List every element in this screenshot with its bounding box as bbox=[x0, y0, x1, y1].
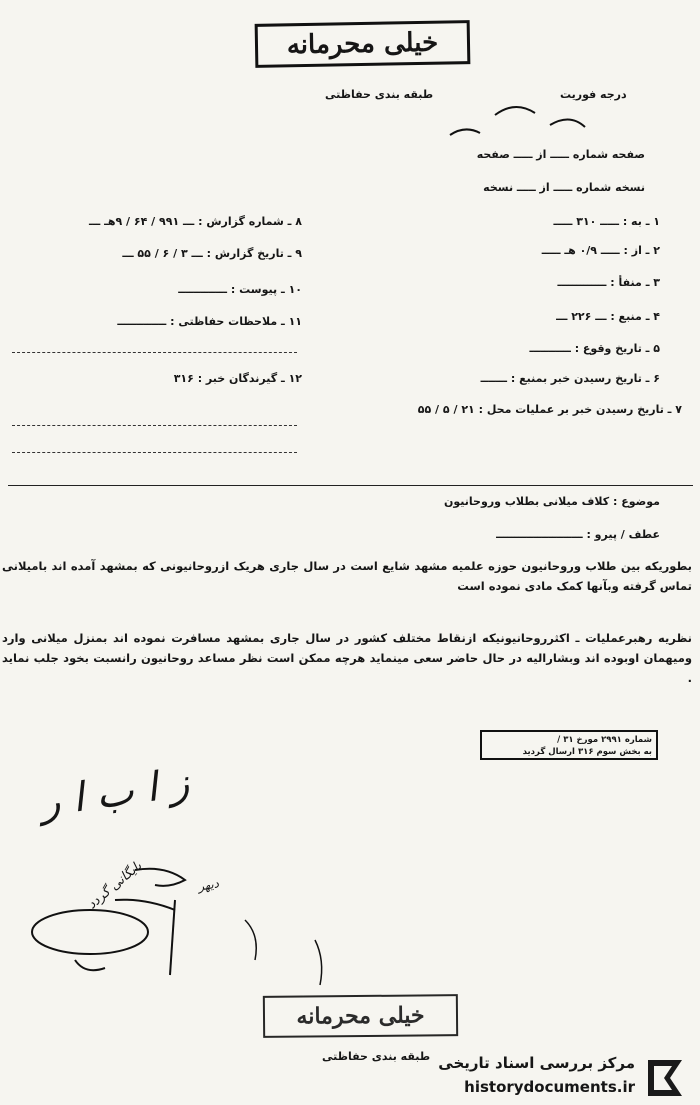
field-to bbox=[554, 215, 660, 228]
divider-dashed bbox=[12, 425, 297, 426]
field-to-value: ـــــ ۳۱۰ ـــــ bbox=[553, 215, 619, 228]
subject-value: کلاف میلانی بطلاب وروحانیون bbox=[444, 495, 610, 508]
field-from-label: ۲ ـ از : bbox=[623, 244, 660, 257]
handwritten-note-2: دیهر bbox=[196, 876, 220, 894]
divider-dashed bbox=[12, 452, 297, 453]
field-report-date-label: ۹ ـ تاریخ گزارش : bbox=[206, 247, 302, 260]
field-event-date-label: ۵ ـ تاریخ وقوع : bbox=[574, 342, 660, 355]
field-attachment bbox=[12, 283, 302, 296]
field-event-date bbox=[529, 342, 660, 355]
classification-label-bottom: طبقه بندی حفاظتی bbox=[322, 1050, 431, 1063]
handwritten-note-3: بایگانی گردد bbox=[84, 858, 145, 913]
footer-logo-url: historydocuments.ir bbox=[464, 1078, 635, 1096]
classification-label-top: طبقه بندی حفاظتی bbox=[325, 88, 434, 101]
field-source-value: ـــ ۲۲۶ ـــ bbox=[556, 310, 607, 323]
field-news-to-ops-date-label: ۷ ـ تاریخ رسیدن خبر بر عملیات محل : bbox=[478, 403, 682, 416]
field-origin-value: ـــــــــــــ bbox=[557, 276, 607, 289]
footer-logo bbox=[420, 1052, 695, 1102]
reference-line: عطف / پیرو : ـــــــــــــــــــــــ bbox=[496, 528, 660, 541]
field-recipients-value: ۳۱۶ bbox=[173, 372, 194, 385]
urgency-label: درجه فوریت bbox=[560, 88, 627, 101]
field-news-to-ops-date bbox=[418, 403, 682, 416]
subject-label: موضوع : bbox=[613, 495, 660, 508]
field-security-notes-label: ۱۱ ـ ملاحظات حفاظتی : bbox=[170, 315, 302, 328]
field-report-number-label: ۸ ـ شماره گزارش : bbox=[198, 215, 302, 228]
reference-label: عطف / پیرو : bbox=[586, 528, 660, 541]
field-origin bbox=[558, 276, 660, 289]
field-news-to-source-date-value: ـــــــ bbox=[480, 372, 507, 385]
body-paragraph-2: نظریه رهبرعملیات ـ اکثرروحانیونیکه ازنقاط مختلف کشور در سال جاری بمشهد مسافرت نموده اند بمنزل میلانی وارد ومیهمان اوبوده اند وبشارالیه در حال حاضر سعی مینماید هرچه ممکن است نظر مساعد روحانیون رانسبت بخود جلب نماید . bbox=[2, 631, 692, 685]
field-report-date-value: ـــ ۳ / ۶ / ۵۵ ـــ bbox=[122, 247, 203, 260]
divider-dashed bbox=[12, 352, 297, 353]
field-recipients bbox=[12, 372, 302, 385]
subject-line bbox=[444, 495, 660, 508]
field-news-to-source-date bbox=[481, 372, 660, 385]
field-to-label: ۱ ـ به : bbox=[622, 215, 660, 228]
field-from bbox=[542, 244, 660, 257]
body-paragraph-1: بطوریکه بین طلاب وروحانیون حوزه علمیه مشهد شایع است در سال جاری هریک ازروحانیونی که بمشهد آمده اند بامیلانی تماس گرفته وبآنها کمک مادی نموده است bbox=[2, 559, 692, 593]
bottom-classification-stamp: خیلی محرمانه bbox=[263, 994, 458, 1038]
field-event-date-value: ـــــــــــ bbox=[529, 342, 571, 355]
field-from-value: ـــــ ۰/۹ هـ ـــــ bbox=[541, 244, 620, 257]
registration-stamp bbox=[480, 730, 658, 760]
section-divider bbox=[8, 485, 693, 486]
field-attachment-label: ۱۰ ـ پیوست : bbox=[230, 283, 302, 296]
handwritten-note-1: ز ا ب ا ر bbox=[37, 759, 192, 827]
registration-stamp-line2: به بخش سوم ۳۱۶ ارسال گردید bbox=[522, 747, 652, 757]
field-news-to-ops-date-value: ۲۱ / ۵ / ۵۵ bbox=[417, 403, 475, 416]
field-security-notes-value: ـــــــــــــ bbox=[117, 315, 167, 328]
field-recipients-label: ۱۲ ـ گیرندگان خبر : bbox=[197, 372, 302, 385]
handwritten-ticks bbox=[440, 95, 600, 185]
field-report-date bbox=[12, 247, 302, 260]
footer-logo-title: مرکز بررسی اسناد تاریخی bbox=[438, 1054, 635, 1072]
copy-number-line: نسخه شماره ـــــ از ـــــ نسخه bbox=[483, 181, 645, 194]
archive-logo-icon bbox=[642, 1054, 690, 1100]
field-security-notes bbox=[12, 315, 302, 328]
field-report-number bbox=[12, 215, 302, 228]
top-classification-stamp: خیلی محرمانه bbox=[255, 20, 471, 68]
field-news-to-source-date-label: ۶ ـ تاریخ رسیدن خبر بمنبع : bbox=[510, 372, 660, 385]
field-report-number-value: ـــ ۹۹۱ / ۶۴ / ۹هـ ـــ bbox=[88, 215, 195, 228]
handwritten-signature bbox=[15, 860, 345, 1000]
field-source bbox=[556, 310, 660, 323]
registration-stamp-line1: شماره ۲۹۹۱ مورخ ۳۱ / bbox=[557, 735, 652, 745]
field-attachment-value: ـــــــــــــ bbox=[178, 283, 228, 296]
field-origin-label: ۳ ـ منفأ : bbox=[610, 276, 660, 289]
page-number-line: صفحه شماره ـــــ از ـــــ صفحه bbox=[476, 148, 645, 161]
field-source-label: ۴ ـ منبع : bbox=[610, 310, 660, 323]
